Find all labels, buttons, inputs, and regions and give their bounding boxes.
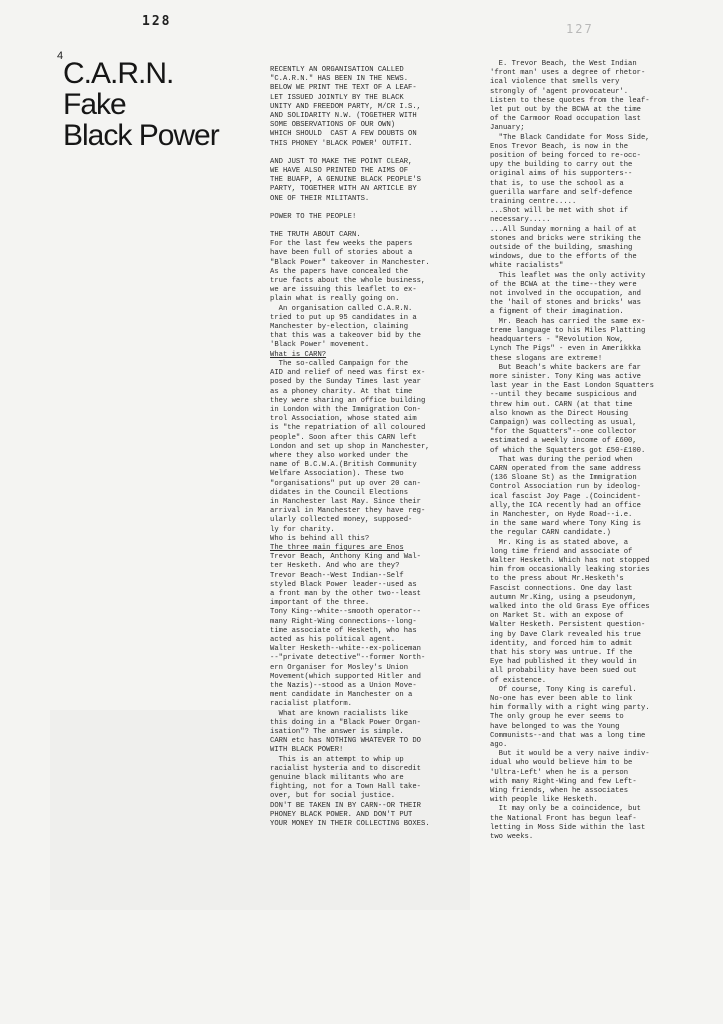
text-line: with people like Hesketh. bbox=[490, 796, 598, 805]
text-line: a front man by the other two--least bbox=[270, 589, 421, 598]
text-line: strongly of 'agent provocateur'. bbox=[490, 87, 629, 96]
text-line: identity, and forced him to admit bbox=[490, 639, 633, 648]
text-line: This is an attempt to whip up bbox=[270, 755, 404, 764]
text-line: plain what is really going on. bbox=[270, 295, 400, 304]
text-line: ing by Dave Clark revealed his true bbox=[490, 630, 641, 639]
text-line: THIS PHONEY 'BLACK POWER' OUTFIT. bbox=[270, 139, 413, 148]
text-line: Walter Hesketh. Which has not stopped bbox=[490, 556, 650, 565]
text-line: ...Shot will be met with shot if bbox=[490, 207, 629, 216]
text-line: AND SOLIDARITY N.W. (TOGETHER WITH bbox=[270, 112, 417, 121]
text-line: "The Black Candidate for Moss Side, bbox=[490, 133, 650, 142]
text-line: But Beach's white backers are far bbox=[490, 363, 641, 372]
text-line: Walter Hesketh. Persistent question- bbox=[490, 621, 646, 630]
text-line: in Manchester last May. Since their bbox=[270, 497, 421, 506]
text-line: Trevor Beach--West Indian--Self bbox=[270, 571, 404, 580]
text-line: that this was a takeover bid by the bbox=[270, 332, 421, 341]
text-line: they were sharing an office building bbox=[270, 396, 426, 405]
text-line: acted as his political agent. bbox=[270, 635, 396, 644]
text-line: Wing friends, when he associates bbox=[490, 787, 629, 796]
text-line: POWER TO THE PEOPLE! bbox=[270, 212, 357, 221]
headline-line-2: Fake bbox=[63, 88, 126, 121]
text-line: long time friend and associate of bbox=[490, 547, 633, 556]
text-line: 'Black Power' movement. bbox=[270, 341, 370, 350]
text-line: AID and relief of need was first ex- bbox=[270, 369, 426, 378]
text-line: Tony King--white--smooth operator-- bbox=[270, 608, 421, 617]
text-column-1 bbox=[270, 66, 485, 829]
page-number: 128 bbox=[142, 14, 172, 29]
text-line: ern Organiser for Mosley's Union bbox=[270, 663, 409, 672]
text-line: of the BCWA at the time--they were bbox=[490, 280, 637, 289]
text-line: WITH BLACK POWER! bbox=[270, 746, 344, 755]
text-line: important of the three. bbox=[270, 599, 370, 608]
text-line: not involved in the occupation, and bbox=[490, 290, 641, 299]
text-line: Who is behind all this? bbox=[270, 534, 370, 543]
text-line: No-one has ever been able to link bbox=[490, 695, 633, 704]
text-line: The three main figures are Enos bbox=[270, 543, 404, 552]
text-column-2 bbox=[490, 60, 705, 842]
text-line: The only group he ever seems to bbox=[490, 713, 624, 722]
text-line: as a phoney charity. At that time bbox=[270, 387, 413, 396]
text-line: of the Carmoor Road occupation last bbox=[490, 115, 641, 124]
text-line: ally,the ICA recently had an office bbox=[490, 501, 641, 510]
text-line: racialist hysteria and to discredit bbox=[270, 764, 421, 773]
text-line: of existence. bbox=[490, 676, 547, 685]
paragraph-gap bbox=[270, 222, 485, 231]
text-line: idual who would believe him to be bbox=[490, 759, 633, 768]
text-line: This leaflet was the only activity bbox=[490, 271, 646, 280]
text-line: Communists--and that was a long time bbox=[490, 731, 646, 740]
text-line: headquarters - "Revolution Now, bbox=[490, 336, 624, 345]
text-line: Of course, Tony King is careful. bbox=[490, 685, 637, 694]
text-line: over, but for social justice. bbox=[270, 792, 396, 801]
text-line: a figment of their imagination. bbox=[490, 308, 624, 317]
text-line: UNITY AND FREEDOM PARTY, M/CR I.S., bbox=[270, 102, 421, 111]
text-line: That was during the period when bbox=[490, 455, 633, 464]
show-through-page-number: 127 bbox=[566, 22, 594, 36]
text-line: "C.A.R.N." HAS BEEN IN THE NEWS. bbox=[270, 75, 409, 84]
text-line: Mr. King is as stated above, a bbox=[490, 538, 629, 547]
text-line: racialist platform. bbox=[270, 700, 352, 709]
text-line: stones and bricks were striking the bbox=[490, 234, 641, 243]
headline-line-1: C.A.R.N. bbox=[63, 57, 174, 90]
text-line: ter Hesketh. And who are they? bbox=[270, 562, 400, 571]
text-line: didates in the Council Elections bbox=[270, 488, 409, 497]
text-line: --until they became suspicious and bbox=[490, 391, 637, 400]
text-line: upy the building to carry out the bbox=[490, 161, 633, 170]
text-line: two weeks. bbox=[490, 833, 534, 842]
text-line: original aims of his supporters-- bbox=[490, 170, 633, 179]
headline bbox=[63, 58, 263, 151]
text-line: name of B.C.W.A.(British Community bbox=[270, 461, 417, 470]
text-line: necessary..... bbox=[490, 216, 551, 225]
text-line: E. Trevor Beach, the West Indian bbox=[490, 60, 637, 68]
text-line: people". Soon after this CARN left bbox=[270, 433, 417, 442]
text-line: 'front man' uses a degree of rhetor- bbox=[490, 69, 646, 78]
text-line: As the papers have concealed the bbox=[270, 267, 409, 276]
text-line: let put out by the BCWA at the time bbox=[490, 106, 641, 115]
text-line: outside of the building, smashing bbox=[490, 244, 633, 253]
text-line: The so-called Campaign for the bbox=[270, 359, 409, 368]
text-line: Lynch The Pigs" - even in Amerikkka bbox=[490, 345, 641, 354]
text-line: It may only be a coincidence, but bbox=[490, 805, 641, 814]
text-line: ment candidate in Manchester on a bbox=[270, 691, 413, 700]
text-line: is "the repatriation of all coloured bbox=[270, 424, 426, 433]
article-number: 4 bbox=[57, 50, 64, 62]
text-line: January; bbox=[490, 124, 525, 133]
text-line: time associate of Hesketh, who has bbox=[270, 626, 417, 635]
text-line: isation"? The answer is simple. bbox=[270, 728, 404, 737]
text-line: genuine black militants who are bbox=[270, 774, 404, 783]
text-line: YOUR MONEY IN THEIR COLLECTING BOXES. bbox=[270, 820, 430, 829]
text-line: we are issuing this leaflet to ex- bbox=[270, 286, 417, 295]
text-line: (136 Sloane St) as the Immigration bbox=[490, 474, 637, 483]
text-line: true facts about the whole business, bbox=[270, 277, 426, 286]
text-line: training centre..... bbox=[490, 198, 577, 207]
text-line: THE TRUTH ABOUT CARN. bbox=[270, 231, 361, 240]
text-line: ly for charity. bbox=[270, 525, 335, 534]
text-line: letting in Moss Side within the last bbox=[490, 823, 646, 832]
text-line: Control Association run by ideolog- bbox=[490, 483, 641, 492]
text-line: posed by the Sunday Times last year bbox=[270, 378, 421, 387]
text-line: position of being forced to re-occ- bbox=[490, 152, 641, 161]
text-line: him formally with a right wing party. bbox=[490, 704, 650, 713]
text-line: Fascist connections. One day last bbox=[490, 584, 633, 593]
text-line: with many Right-Wing and few Left- bbox=[490, 777, 637, 786]
text-line: last year in the East London Squatters bbox=[490, 382, 654, 391]
text-line: on Market St. with an expose of bbox=[490, 612, 624, 621]
text-line: this doing in a "Black Power Organ- bbox=[270, 718, 421, 727]
text-line: DON'T BE TAKEN IN BY CARN--OR THEIR bbox=[270, 801, 421, 810]
text-line: many Right-Wing connections--long- bbox=[270, 617, 417, 626]
text-line: the Nazis)--stood as a Union Move- bbox=[270, 682, 417, 690]
text-line: ago. bbox=[490, 741, 508, 750]
text-line: in the same ward where Tony King is bbox=[490, 520, 641, 529]
text-line: SOME OBSERVATIONS OF OUR OWN) bbox=[270, 121, 396, 130]
text-line: more sinister. Tony King was active bbox=[490, 372, 641, 381]
text-line: Trevor Beach, Anthony King and Wal- bbox=[270, 553, 421, 562]
text-line: PHONEY BLACK POWER. AND DON'T PUT bbox=[270, 810, 413, 819]
text-line: ical violence that smells very bbox=[490, 78, 620, 87]
text-line: But it would be a very naive indiv- bbox=[490, 750, 650, 759]
text-line: all probability have been sued out bbox=[490, 667, 637, 676]
text-line: THE BUAFP, A GENUINE BLACK PEOPLE'S bbox=[270, 176, 421, 185]
text-line: What are known racialists like bbox=[270, 709, 409, 718]
text-line: estimated a weekly income of £600, bbox=[490, 437, 637, 446]
text-line: CARN etc has NOTHING WHATEVER TO DO bbox=[270, 737, 421, 746]
text-line: An organisation called C.A.R.N. bbox=[270, 304, 413, 313]
text-line: 'Ultra-Left' when he is a person bbox=[490, 768, 629, 777]
text-line: LET ISSUED JOINTLY BY THE BLACK bbox=[270, 93, 404, 102]
text-line: Welfare Association). These two bbox=[270, 470, 404, 479]
text-line: Walter Hesketh--white--ex-policeman bbox=[270, 645, 421, 654]
text-line: that is, to use the school as a bbox=[490, 179, 624, 188]
text-line: arrival in Manchester they have reg- bbox=[270, 507, 426, 516]
paragraph-gap bbox=[270, 204, 485, 213]
text-line: threw him out. CARN (at that time bbox=[490, 400, 633, 409]
text-line: the 'hail of stones and bricks' was bbox=[490, 299, 641, 308]
text-line: of which the Squatters got £50-£100. bbox=[490, 446, 646, 455]
paragraph-gap bbox=[270, 149, 485, 158]
text-line: where they also worked under the bbox=[270, 451, 409, 460]
text-line: in London with the Immigration Con- bbox=[270, 405, 421, 414]
text-line: windows, due to the efforts of the bbox=[490, 253, 637, 262]
text-line: autumn Mr.King, using a pseudonym, bbox=[490, 593, 637, 602]
text-line: the regular CARN candidate.) bbox=[490, 529, 611, 538]
text-line: guerilla warfare and self-defence bbox=[490, 188, 633, 197]
text-line: Eye had published it they would in bbox=[490, 658, 637, 667]
text-line: in Manchester, on Hyde Road--i.e. bbox=[490, 510, 633, 519]
text-line: What is CARN? bbox=[270, 350, 327, 359]
text-line: white racialists" bbox=[490, 262, 564, 271]
text-line: walked into the old Grass Eye offices bbox=[490, 602, 650, 611]
text-line: tried to put up 95 candidates in a bbox=[270, 313, 417, 322]
headline-line-3: Black Power bbox=[63, 119, 219, 152]
text-line: Enos Trevor Beach, is now in the bbox=[490, 142, 629, 151]
text-line: WE HAVE ALSO PRINTED THE AIMS OF bbox=[270, 167, 409, 176]
text-line: to the press about Mr.Hesketh's bbox=[490, 575, 624, 584]
text-line: Manchester by-election, claiming bbox=[270, 323, 409, 332]
text-line: Listen to these quotes from the leaf- bbox=[490, 96, 650, 105]
text-line: "Black Power" takeover in Manchester. bbox=[270, 258, 430, 267]
text-line: BELOW WE PRINT THE TEXT OF A LEAF- bbox=[270, 84, 417, 93]
text-line: Campaign) was collecting as usual, bbox=[490, 418, 637, 427]
text-line: RECENTLY AN ORGANISATION CALLED bbox=[270, 66, 404, 74]
text-line: ...All Sunday morning a hail of at bbox=[490, 225, 637, 234]
text-line: him from occasionally leaking stories bbox=[490, 566, 650, 575]
text-line: AND JUST TO MAKE THE POINT CLEAR, bbox=[270, 157, 413, 166]
text-line: have been full of stories about a bbox=[270, 249, 413, 258]
text-line: "for the Squatters"--one collector bbox=[490, 428, 637, 437]
text-line: treme language to his Miles Platting bbox=[490, 326, 646, 335]
text-line: trol Association, whose stated aim bbox=[270, 415, 417, 424]
text-line: ical fascist Joy Page .(Coincident- bbox=[490, 492, 641, 501]
text-line: ONE OF THEIR MILITANTS. bbox=[270, 194, 370, 203]
text-line: have belonged to was the Young bbox=[490, 722, 620, 731]
text-line: these slogans are extreme! bbox=[490, 354, 603, 363]
text-line: London and set up shop in Manchester, bbox=[270, 442, 430, 451]
text-line: --"private detective"--former North- bbox=[270, 654, 426, 663]
text-line: For the last few weeks the papers bbox=[270, 240, 413, 249]
text-line: also known as the Direct Housing bbox=[490, 409, 629, 418]
text-line: ularly collected money, supposed- bbox=[270, 516, 413, 525]
text-line: WHICH SHOULD CAST A FEW DOUBTS ON bbox=[270, 130, 417, 139]
text-line: that his story was untrue. If the bbox=[490, 649, 633, 657]
text-line: "organisations" put up over 20 can- bbox=[270, 479, 421, 488]
text-line: Movement(which supported Hitler and bbox=[270, 672, 421, 681]
text-line: the National Front has begun leaf- bbox=[490, 814, 637, 823]
text-line: fighting, not for a Town Hall take- bbox=[270, 783, 421, 792]
text-line: CARN operated from the same address bbox=[490, 464, 641, 473]
text-line: Mr. Beach has carried the same ex- bbox=[490, 317, 646, 326]
text-line: styled Black Power leader--used as bbox=[270, 580, 417, 589]
text-line: PARTY, TOGETHER WITH AN ARTICLE BY bbox=[270, 185, 417, 194]
